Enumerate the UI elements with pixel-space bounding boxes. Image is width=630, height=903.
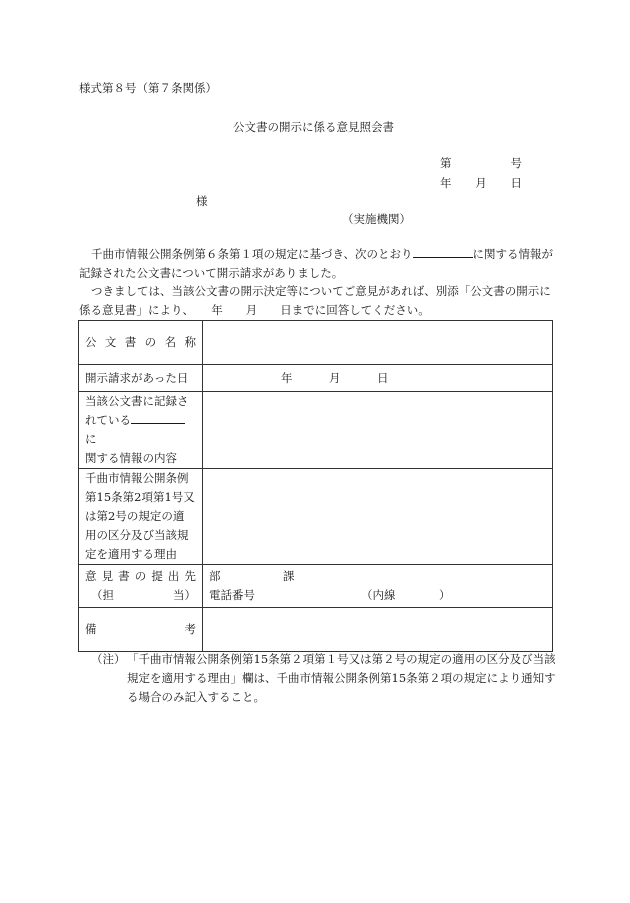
- date-day: 日: [510, 176, 522, 190]
- value-info-content: [203, 392, 553, 469]
- form-identifier: 様式第８号（第７条関係）: [79, 81, 217, 95]
- label-char: 備: [85, 622, 97, 636]
- label-line: 関する情報の内容: [85, 451, 177, 465]
- document-number: [440, 155, 522, 171]
- requester-blank: [413, 246, 473, 258]
- extension-close: ）: [439, 588, 451, 602]
- label-char: 書: [118, 569, 130, 583]
- label-line: 用の区分及び当該規: [85, 528, 189, 542]
- label-char: 称: [184, 335, 196, 349]
- label-request-date: 開示請求があった日: [79, 365, 203, 392]
- date-month: 月: [475, 176, 487, 190]
- label-part: 当）: [173, 588, 196, 602]
- label-application-reason: [79, 469, 203, 565]
- document-title: 公文書の開示に係る意見照会書: [233, 120, 394, 134]
- table-row-document-name: [79, 321, 553, 365]
- label-line: 定を適用する理由: [85, 547, 177, 561]
- label-char: 名: [164, 335, 177, 349]
- phone-line: [209, 586, 546, 605]
- value-application-reason: [203, 469, 553, 565]
- doc-number-prefix: 第: [440, 156, 452, 170]
- table-row-application-reason: [79, 469, 553, 565]
- label-char: 意: [85, 569, 97, 583]
- label-char: 文: [104, 335, 117, 349]
- dept-line: [209, 567, 546, 586]
- footnote-body: [91, 650, 561, 707]
- inquiry-table: [78, 320, 553, 652]
- label-part: （担: [91, 588, 114, 602]
- label-remarks: [79, 608, 203, 652]
- label-char: 提: [151, 569, 163, 583]
- label-document-name: [79, 321, 203, 365]
- label-line: 当該公文書に記録さ: [85, 394, 189, 408]
- value-document-name: [203, 321, 553, 365]
- label-char: 書: [124, 335, 137, 349]
- label-info-content: [79, 392, 203, 469]
- table-row-remarks: [79, 608, 553, 652]
- value-remarks: [203, 608, 553, 652]
- label-char: 見: [101, 569, 114, 583]
- body-paragraph-2: [79, 282, 559, 319]
- label-part: に: [85, 432, 97, 446]
- request-day: 日: [377, 371, 389, 385]
- section-label: 課: [283, 569, 295, 583]
- label-char: 先: [184, 569, 196, 583]
- label-line: 千曲市情報公開条例: [85, 471, 189, 485]
- date-year: 年: [440, 176, 452, 190]
- label-line: は第2号の規定の適: [85, 509, 185, 523]
- extension-label: （内線: [361, 588, 396, 602]
- para1-text-a: 千曲市情報公開条例第６条第１項の規定に基づき、次のとおり: [91, 247, 413, 261]
- request-month: 月: [329, 371, 341, 385]
- label-char: 公: [85, 335, 97, 349]
- doc-number-suffix: 号: [510, 156, 522, 170]
- addressee: 様: [196, 194, 208, 208]
- value-submission-contact: [203, 565, 553, 608]
- value-request-date: [203, 365, 553, 392]
- table-row-info-content: [79, 392, 553, 469]
- implementing-agency: （実施機関）: [342, 212, 411, 226]
- phone-label: 電話番号: [209, 588, 255, 602]
- label-submission-contact: [79, 565, 203, 608]
- footnote-head: （注）: [91, 652, 126, 666]
- footnote: [91, 650, 561, 707]
- body-paragraph-1: [79, 245, 559, 282]
- dept-label: 部: [209, 569, 221, 583]
- label-char: 出: [167, 569, 180, 583]
- label-line: 第15条第2項第1号又: [85, 490, 195, 504]
- label-char: の: [144, 335, 157, 349]
- third-party-blank: [131, 412, 185, 424]
- label-line: [85, 411, 196, 449]
- para2-text: つきましては、当該公文書の開示決定等についてご意見があれば、別添「公文書の開示に係る意見書」により、 年 月 日までに回答してください。: [79, 284, 551, 317]
- label-part: れている: [85, 413, 131, 427]
- document-date: [440, 175, 522, 191]
- footnote-text: 「千曲市情報公開条例第15条第２項第１号又は第２号の規定の適用の区分及び当該規定を適用する理由」欄は、千曲市情報公開条例第15条第２項の規定により通知する場合のみ記入すること。: [127, 652, 556, 704]
- para1-text-b: に関する情報が記録された公文書について開示請求がありました。: [79, 247, 554, 280]
- request-year: 年: [281, 371, 293, 385]
- label-char: 考: [184, 622, 196, 636]
- table-row-submission-contact: [79, 565, 553, 608]
- table-row-request-date: [79, 365, 553, 392]
- label-char: の: [134, 569, 147, 583]
